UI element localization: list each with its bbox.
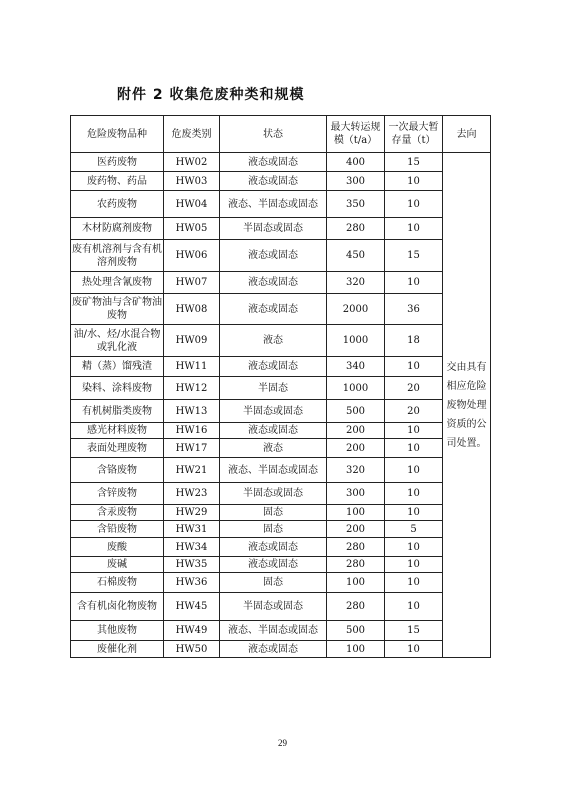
max-transport-cell: 320 [327, 458, 385, 483]
max-storage-cell: 10 [385, 191, 443, 218]
header-category: 危废类别 [164, 116, 220, 153]
state-cell: 半固态或固态 [220, 218, 327, 240]
category-cell: HW17 [164, 439, 220, 458]
table-row [71, 325, 491, 357]
max-storage-cell: 10 [385, 272, 443, 294]
max-transport-cell: 280 [327, 593, 385, 621]
state-cell: 液态 [220, 325, 327, 357]
waste-type-cell: 表面处理废物 [71, 439, 164, 458]
max-transport-cell: 500 [327, 400, 385, 423]
max-storage-cell: 20 [385, 400, 443, 423]
state-cell: 液态或固态 [220, 423, 327, 439]
table-row [71, 172, 491, 191]
category-cell: HW13 [164, 400, 220, 423]
state-cell: 液态、半固态或固态 [220, 621, 327, 641]
waste-type-cell: 农药废物 [71, 191, 164, 218]
max-storage-cell: 10 [385, 538, 443, 557]
waste-type-cell: 含锌废物 [71, 483, 164, 505]
max-storage-cell: 10 [385, 423, 443, 439]
max-storage-cell: 10 [385, 172, 443, 191]
category-cell: HW12 [164, 377, 220, 400]
max-transport-cell: 450 [327, 240, 385, 272]
state-cell: 固态 [220, 521, 327, 538]
max-transport-cell: 100 [327, 505, 385, 521]
table-row [71, 621, 491, 641]
max-storage-cell: 18 [385, 325, 443, 357]
table-row [71, 240, 491, 272]
max-transport-cell: 200 [327, 423, 385, 439]
max-storage-cell: 5 [385, 521, 443, 538]
max-transport-cell: 340 [327, 357, 385, 377]
header-state: 状态 [220, 116, 327, 153]
state-cell: 液态或固态 [220, 240, 327, 272]
table-row [71, 458, 491, 483]
state-cell: 液态或固态 [220, 153, 327, 172]
max-transport-cell: 280 [327, 538, 385, 557]
category-cell: HW21 [164, 458, 220, 483]
waste-type-cell: 含有机卤化物废物 [71, 593, 164, 621]
state-cell: 半固态或固态 [220, 400, 327, 423]
max-transport-cell: 300 [327, 172, 385, 191]
waste-type-cell: 医药废物 [71, 153, 164, 172]
table-row [71, 357, 491, 377]
max-transport-cell: 400 [327, 153, 385, 172]
max-transport-cell: 500 [327, 621, 385, 641]
table-row [71, 521, 491, 538]
category-cell: HW49 [164, 621, 220, 641]
waste-type-cell: 废矿物油与含矿物油废物 [71, 294, 164, 325]
state-cell: 半固态 [220, 377, 327, 400]
table-row [71, 153, 491, 172]
category-cell: HW36 [164, 573, 220, 593]
waste-type-cell: 感光材料废物 [71, 423, 164, 439]
category-cell: HW11 [164, 357, 220, 377]
table-row [71, 538, 491, 557]
table-row [71, 272, 491, 294]
table-row [71, 400, 491, 423]
header-waste-type: 危险废物品种 [71, 116, 164, 153]
category-cell: HW31 [164, 521, 220, 538]
category-cell: HW07 [164, 272, 220, 294]
waste-type-cell: 油/水、烃/水混合物或乳化液 [71, 325, 164, 357]
table-row [71, 573, 491, 593]
max-storage-cell: 10 [385, 357, 443, 377]
max-transport-cell: 200 [327, 521, 385, 538]
max-storage-cell: 15 [385, 621, 443, 641]
category-cell: HW06 [164, 240, 220, 272]
waste-type-cell: 热处理含氰废物 [71, 272, 164, 294]
state-cell: 液态或固态 [220, 294, 327, 325]
max-transport-cell: 200 [327, 439, 385, 458]
state-cell: 液态 [220, 439, 327, 458]
state-cell: 液态或固态 [220, 557, 327, 573]
state-cell: 半固态或固态 [220, 593, 327, 621]
category-cell: HW23 [164, 483, 220, 505]
waste-table [70, 115, 491, 658]
state-cell: 液态或固态 [220, 357, 327, 377]
state-cell: 半固态或固态 [220, 483, 327, 505]
max-storage-cell: 15 [385, 240, 443, 272]
max-storage-cell: 10 [385, 483, 443, 505]
table-row [71, 294, 491, 325]
max-storage-cell: 10 [385, 439, 443, 458]
category-cell: HW08 [164, 294, 220, 325]
max-storage-cell: 10 [385, 573, 443, 593]
table-row [71, 505, 491, 521]
state-cell: 液态或固态 [220, 538, 327, 557]
category-cell: HW04 [164, 191, 220, 218]
max-storage-cell: 10 [385, 218, 443, 240]
table-row [71, 641, 491, 658]
max-transport-cell: 280 [327, 557, 385, 573]
max-storage-cell: 15 [385, 153, 443, 172]
category-cell: HW16 [164, 423, 220, 439]
max-storage-cell: 20 [385, 377, 443, 400]
state-cell: 液态、半固态或固态 [220, 458, 327, 483]
state-cell: 液态或固态 [220, 172, 327, 191]
table-header-row [71, 116, 491, 153]
destination-cell: 交由具有相应危险废物处理资质的公司处置。 [443, 153, 491, 658]
category-cell: HW29 [164, 505, 220, 521]
state-cell: 液态、半固态或固态 [220, 191, 327, 218]
category-cell: HW05 [164, 218, 220, 240]
header-max-transport: 最大转运规模（t/a） [327, 116, 385, 153]
category-cell: HW09 [164, 325, 220, 357]
waste-type-cell: 废药物、药品 [71, 172, 164, 191]
max-transport-cell: 1000 [327, 377, 385, 400]
state-cell: 固态 [220, 505, 327, 521]
category-cell: HW03 [164, 172, 220, 191]
waste-type-cell: 木材防腐剂废物 [71, 218, 164, 240]
max-transport-cell: 280 [327, 218, 385, 240]
table-row [71, 191, 491, 218]
header-max-storage: 一次最大暂存量（t） [385, 116, 443, 153]
max-transport-cell: 320 [327, 272, 385, 294]
waste-type-cell: 染料、涂料废物 [71, 377, 164, 400]
max-transport-cell: 100 [327, 641, 385, 658]
header-destination: 去向 [443, 116, 491, 153]
max-storage-cell: 10 [385, 458, 443, 483]
table-row [71, 439, 491, 458]
waste-type-cell: 废有机溶剂与含有机溶剂废物 [71, 240, 164, 272]
table-row [71, 423, 491, 439]
max-transport-cell: 350 [327, 191, 385, 218]
max-transport-cell: 300 [327, 483, 385, 505]
waste-type-cell: 精（蒸）馏残渣 [71, 357, 164, 377]
waste-type-cell: 含铬废物 [71, 458, 164, 483]
table-row [71, 557, 491, 573]
state-cell: 液态或固态 [220, 641, 327, 658]
max-storage-cell: 10 [385, 593, 443, 621]
max-transport-cell: 1000 [327, 325, 385, 357]
waste-type-cell: 有机树脂类废物 [71, 400, 164, 423]
waste-type-cell: 石棉废物 [71, 573, 164, 593]
category-cell: HW45 [164, 593, 220, 621]
max-transport-cell: 2000 [327, 294, 385, 325]
max-storage-cell: 10 [385, 557, 443, 573]
max-transport-cell: 100 [327, 573, 385, 593]
state-cell: 液态或固态 [220, 272, 327, 294]
waste-type-cell: 含铅废物 [71, 521, 164, 538]
table-row [71, 218, 491, 240]
category-cell: HW50 [164, 641, 220, 658]
state-cell: 固态 [220, 573, 327, 593]
page-number: 29 [278, 738, 287, 748]
waste-type-cell: 废催化剂 [71, 641, 164, 658]
table-row [71, 483, 491, 505]
max-storage-cell: 10 [385, 505, 443, 521]
page-title: 附件 2 收集危废种类和规模 [117, 87, 305, 103]
category-cell: HW35 [164, 557, 220, 573]
waste-type-cell: 废酸 [71, 538, 164, 557]
max-storage-cell: 10 [385, 641, 443, 658]
max-storage-cell: 36 [385, 294, 443, 325]
waste-type-cell: 废碱 [71, 557, 164, 573]
waste-type-cell: 含汞废物 [71, 505, 164, 521]
waste-type-cell: 其他废物 [71, 621, 164, 641]
category-cell: HW34 [164, 538, 220, 557]
category-cell: HW02 [164, 153, 220, 172]
table-row [71, 593, 491, 621]
table-row [71, 377, 491, 400]
